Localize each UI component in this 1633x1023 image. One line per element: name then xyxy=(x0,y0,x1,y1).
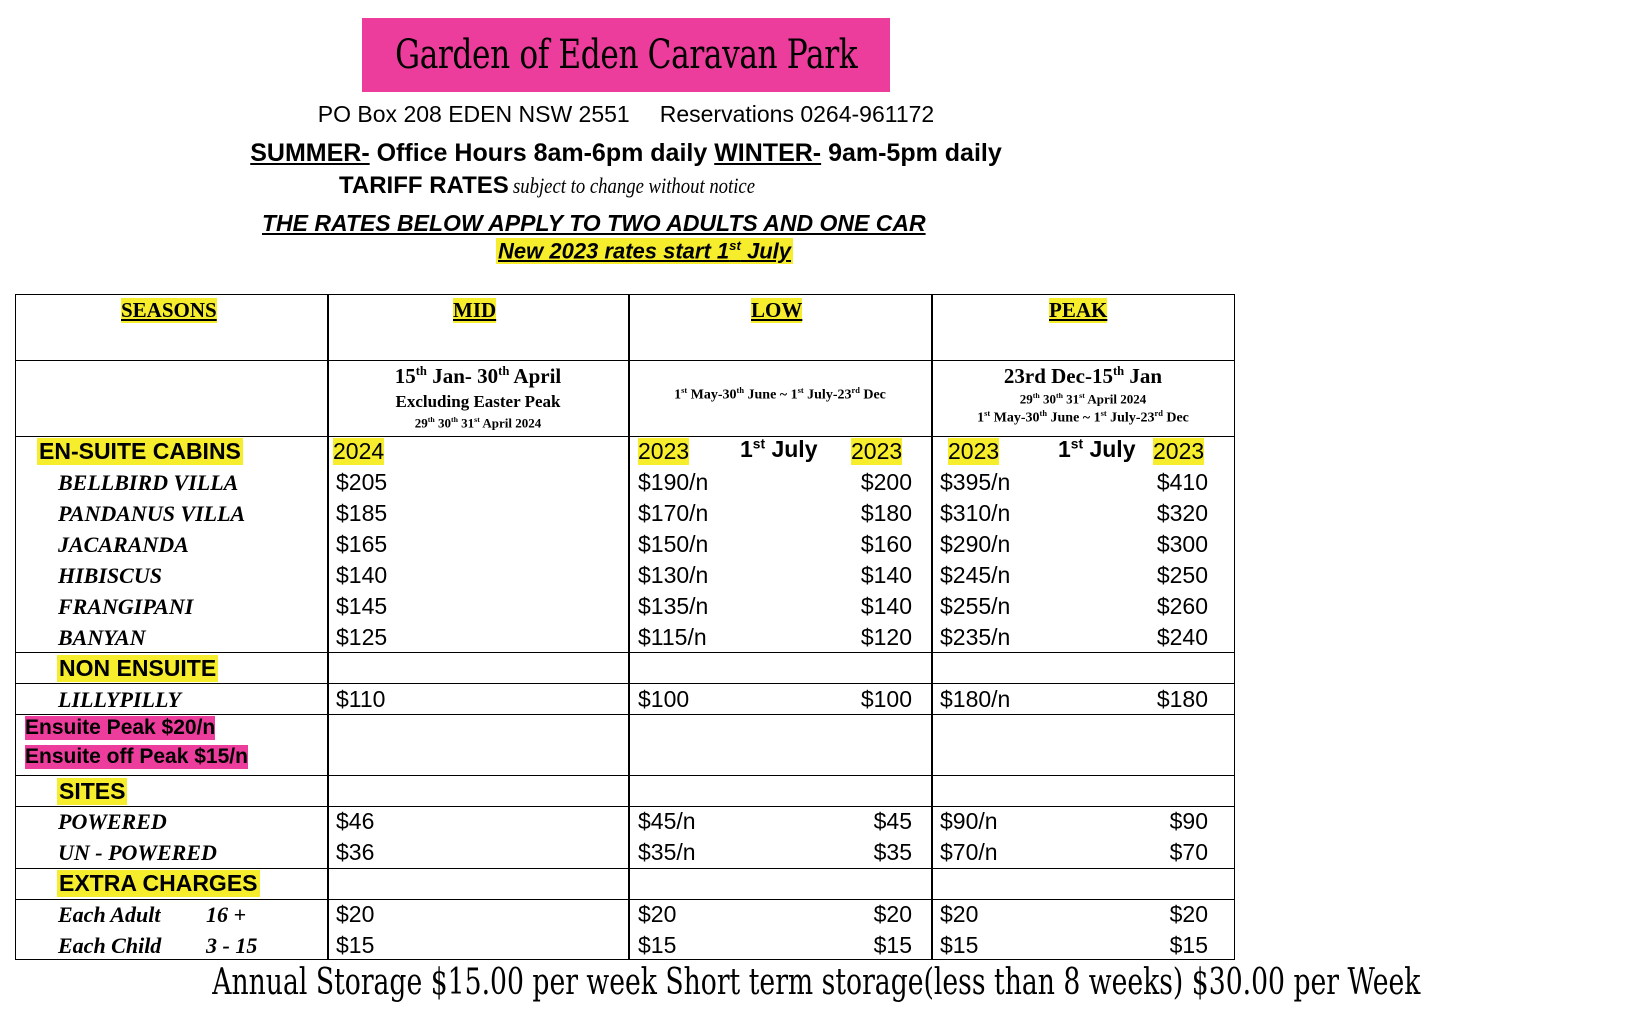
peak-rate-b: $20 xyxy=(1169,901,1208,927)
mid-easter-dates: 29th 30th 31st April 2024 xyxy=(414,415,542,431)
peak-rate-a: $180/n xyxy=(940,686,1011,712)
mid-rate: $205 xyxy=(336,469,388,495)
mid-rate: $165 xyxy=(336,531,388,557)
low-rate-b: $35 xyxy=(873,839,912,865)
ensuite-offpeak-note: Ensuite off Peak $15/n xyxy=(25,745,248,768)
mid-dates: 15th Jan- 30th April xyxy=(394,364,562,388)
peak-easter-dates: 29th 30th 31st April 2024 xyxy=(1019,391,1147,407)
section-ensuite: EN-SUITE CABINS xyxy=(39,438,241,464)
peak-rate-a: $15 xyxy=(940,932,979,958)
peak-july-label: 1st July xyxy=(1058,436,1136,462)
rates-apply: THE RATES BELOW APPLY TO TWO ADULTS AND ONE CAR xyxy=(262,210,926,236)
peak-rate-a: $310/n xyxy=(940,500,1011,526)
low-rate-b: $100 xyxy=(860,686,912,712)
peak-rate-a: $290/n xyxy=(940,531,1011,557)
row-label: Each Adult xyxy=(58,902,161,927)
mid-rate: $185 xyxy=(336,500,388,526)
mid-rate: $145 xyxy=(336,593,388,619)
low-rate-b: $45 xyxy=(873,808,912,834)
contact-line xyxy=(0,101,1252,128)
section-non-ensuite: NON ENSUITE xyxy=(59,655,217,681)
mid-rate: $36 xyxy=(336,839,375,865)
peak-rate-b: $300 xyxy=(1156,531,1208,557)
row-label: BANYAN xyxy=(58,625,146,650)
low-rate-a: $100 xyxy=(638,686,690,712)
low-rate-b: $140 xyxy=(860,593,912,619)
reservations: Reservations 0264-961172 xyxy=(659,101,935,127)
row-divider xyxy=(15,806,1235,807)
low-rate-a: $190/n xyxy=(638,469,709,495)
row-age-range: 16 + xyxy=(206,902,247,927)
peak-rate-a: $235/n xyxy=(940,624,1011,650)
peak-rate-b: $260 xyxy=(1156,593,1208,619)
low-rate-b: $160 xyxy=(860,531,912,557)
summer-label: SUMMER- xyxy=(250,139,370,167)
peak-rate-a: $20 xyxy=(940,901,979,927)
season-low: LOW xyxy=(751,298,803,322)
mid-rate: $110 xyxy=(336,686,386,712)
ensuite-peak-note: Ensuite Peak $20/n xyxy=(25,716,216,739)
row-divider xyxy=(15,652,1235,653)
row-label: POWERED xyxy=(58,809,167,834)
low-rate-b: $180 xyxy=(860,500,912,526)
summer-hours: Office Hours 8am-6pm daily xyxy=(369,139,715,167)
low-rate-a: $170/n xyxy=(638,500,709,526)
peak-rate-a: $70/n xyxy=(940,839,998,865)
peak-rate-b: $70 xyxy=(1169,839,1208,865)
peak-rate-b: $320 xyxy=(1156,500,1208,526)
row-divider xyxy=(15,775,1235,776)
park-name: Garden of Eden Caravan Park xyxy=(394,32,858,78)
row-divider xyxy=(15,683,1235,684)
winter-label: WINTER- xyxy=(714,139,822,167)
peak-rate-b: $180 xyxy=(1156,686,1208,712)
row-label: Each Child xyxy=(58,933,162,958)
low-rate-a: $115/n xyxy=(638,624,707,650)
mid-rate: $140 xyxy=(336,562,388,588)
mid-year: 2024 xyxy=(333,438,385,464)
office-hours xyxy=(0,139,1252,168)
mid-exclusion: Excluding Easter Peak xyxy=(395,392,561,411)
tariff-line xyxy=(339,172,798,200)
peak-year-a: 2023 xyxy=(948,438,1000,464)
tariff-note: subject to change without notice xyxy=(513,173,756,198)
row-divider xyxy=(15,360,1235,361)
peak-year-b: 2023 xyxy=(1153,438,1205,464)
low-dates: 1st May-30th June ~ 1st July-23rd Dec xyxy=(674,386,886,403)
peak-winter-dates: 1st May-30th June ~ 1st July-23rd Dec xyxy=(977,409,1189,426)
low-rate-b: $15 xyxy=(873,932,912,958)
mid-rate: $125 xyxy=(336,624,388,650)
row-label: UN - POWERED xyxy=(58,840,217,865)
peak-rate-b: $410 xyxy=(1156,469,1208,495)
low-rate-b: $140 xyxy=(860,562,912,588)
season-mid: MID xyxy=(453,298,497,322)
low-july-label: 1st July xyxy=(740,436,818,462)
winter-hours: 9am-5pm daily xyxy=(821,139,1002,167)
mid-rate: $46 xyxy=(336,808,375,834)
peak-rate-b: $240 xyxy=(1156,624,1208,650)
new-rates-notice: New 2023 rates start 1st July xyxy=(498,238,792,264)
mid-rate: $20 xyxy=(336,901,375,927)
peak-rate-a: $90/n xyxy=(940,808,998,834)
season-peak: PEAK xyxy=(1049,298,1108,322)
low-year-b: 2023 xyxy=(851,438,903,464)
low-rate-a: $45/n xyxy=(638,808,696,834)
row-label: FRANGIPANI xyxy=(58,594,194,619)
section-sites: SITES xyxy=(59,778,126,804)
low-year-a: 2023 xyxy=(638,438,690,464)
low-rate-a: $20 xyxy=(638,901,677,927)
low-rate-a: $15 xyxy=(638,932,677,958)
tariff-label: TARIFF RATES xyxy=(339,172,509,199)
row-label: PANDANUS VILLA xyxy=(58,501,246,526)
low-rate-b: $20 xyxy=(873,901,912,927)
row-divider xyxy=(15,899,1235,900)
low-rate-a: $35/n xyxy=(638,839,696,865)
peak-rate-a: $245/n xyxy=(940,562,1011,588)
row-label: JACARANDA xyxy=(58,532,189,557)
row-age-range: 3 - 15 xyxy=(206,933,258,958)
peak-rate-b: $90 xyxy=(1169,808,1208,834)
storage-footer: Annual Storage $15.00 per week Short term storage(less than 8 weeks) $30.00 per Week xyxy=(212,962,1421,1003)
low-rate-b: $120 xyxy=(860,624,912,650)
seasons-label: SEASONS xyxy=(121,298,217,322)
row-label: LILLYPILLY xyxy=(58,687,181,712)
row-label: HIBISCUS xyxy=(58,563,162,588)
mid-rate: $15 xyxy=(336,932,375,958)
low-rate-a: $135/n xyxy=(638,593,709,619)
peak-rate-b: $15 xyxy=(1169,932,1208,958)
peak-dates: 23rd Dec-15th Jan xyxy=(1003,364,1163,388)
low-rate-a: $130/n xyxy=(638,562,709,588)
low-rate-b: $200 xyxy=(860,469,912,495)
row-label: BELLBIRD VILLA xyxy=(58,470,239,495)
section-extra-charges: EXTRA CHARGES xyxy=(59,870,258,896)
peak-rate-b: $250 xyxy=(1156,562,1208,588)
title-banner xyxy=(362,18,890,92)
peak-rate-a: $255/n xyxy=(940,593,1011,619)
low-rate-a: $150/n xyxy=(638,531,709,557)
peak-rate-a: $395/n xyxy=(940,469,1011,495)
address: PO Box 208 EDEN NSW 2551 xyxy=(317,101,630,127)
